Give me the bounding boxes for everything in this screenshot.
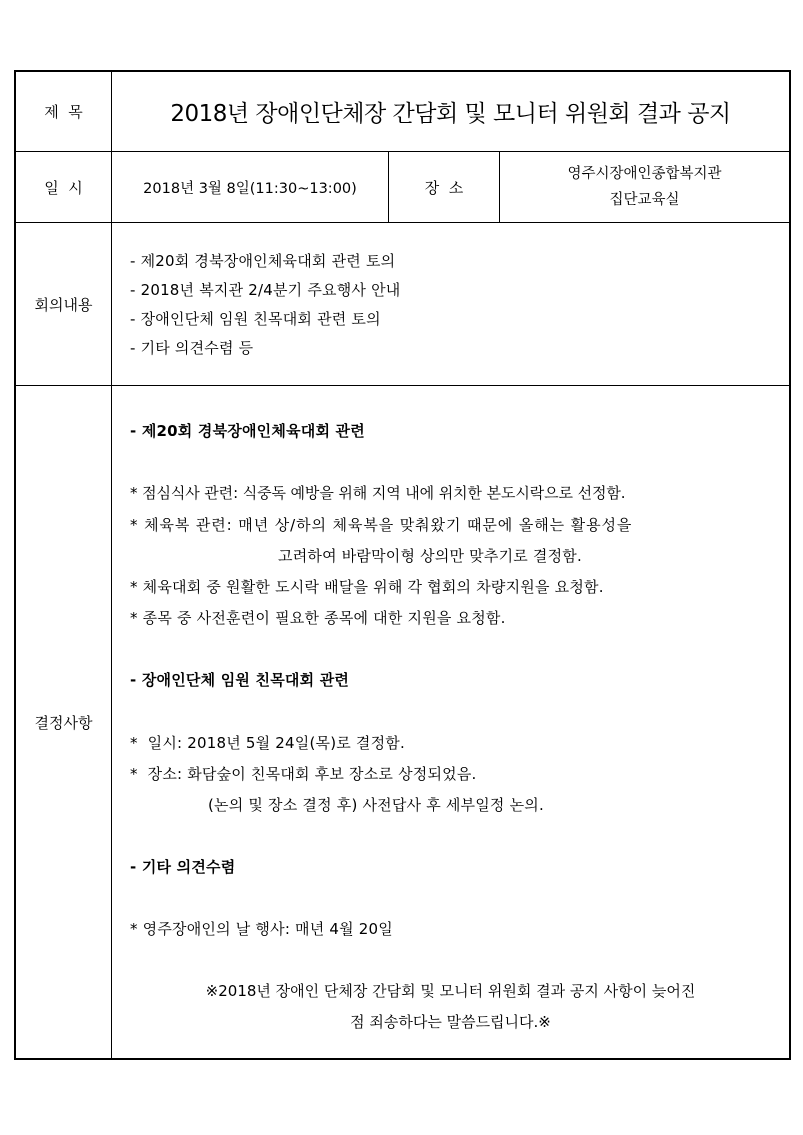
place-line: 영주시장애인종합복지관 — [567, 166, 722, 182]
agenda-item: - 제20회 경북장애인체육대회 관련 토의 — [130, 252, 396, 270]
agenda-item: - 장애인단체 임원 친목대회 관련 토의 — [130, 310, 381, 328]
agenda-label: 회의내용 — [34, 295, 93, 314]
place-line: 집단교육실 — [609, 192, 680, 208]
decision-line: * 일시: 2018년 5월 24일(목)로 결정함. — [130, 734, 405, 752]
section-title: - 장애인단체 임원 친목대회 관련 — [130, 671, 350, 689]
decision-line: * 체육복 관련: 매년 상/하의 체육복을 맞춰왔기 때문에 올해는 활용성을 — [130, 516, 633, 534]
row-divider — [16, 222, 789, 223]
decision-line: * 영주장애인의 날 행사: 매년 4월 20일 — [130, 920, 393, 938]
section-title: - 제20회 경북장애인체육대회 관련 — [130, 422, 365, 440]
agenda-item: - 2018년 복지관 2/4분기 주요행사 안내 — [130, 281, 401, 299]
decisions-label: 결정사항 — [34, 713, 93, 732]
date-label: 일 시 — [44, 178, 83, 197]
decision-line: 고려하여 바람막이형 상의만 맞추기로 결정함. — [278, 547, 582, 565]
decision-line: (논의 및 장소 결정 후) 사전답사 후 세부일정 논의. — [208, 796, 544, 814]
notice-line: ※2018년 장애인 단체장 간담회 및 모니터 위원회 결과 공지 사항이 늦어진 — [205, 982, 696, 1000]
decision-line: * 점심식사 관련: 식중독 예방을 위해 지역 내에 위치한 본도시락으로 선정함. — [130, 484, 626, 502]
title-label: 제 목 — [44, 103, 83, 121]
row-divider — [16, 385, 789, 386]
section-title: - 기타 의견수렴 — [130, 858, 236, 876]
decision-line: * 종목 중 사전훈련이 필요한 종목에 대한 지원을 요청함. — [130, 609, 506, 627]
date-value: 2018년 3월 8일(11:30~13:00) — [143, 180, 357, 197]
place-label: 장 소 — [424, 178, 464, 197]
notice — [112, 972, 789, 1042]
document-table — [14, 70, 791, 1060]
notice-line: 점 죄송하다는 말씀드립니다.※ — [350, 1013, 551, 1031]
decision-line: * 체육대회 중 원활한 도시락 배달을 위해 각 협회의 차량지원을 요청함. — [130, 578, 604, 596]
place-value — [500, 152, 789, 222]
decision-line: * 장소: 화담숲이 친목대회 후보 장소로 상정되었음. — [130, 765, 477, 783]
page-title: 2018년 장애인단체장 간담회 및 모니터 위원회 결과 공지 — [170, 101, 731, 127]
agenda-item: - 기타 의견수렴 등 — [130, 339, 254, 357]
